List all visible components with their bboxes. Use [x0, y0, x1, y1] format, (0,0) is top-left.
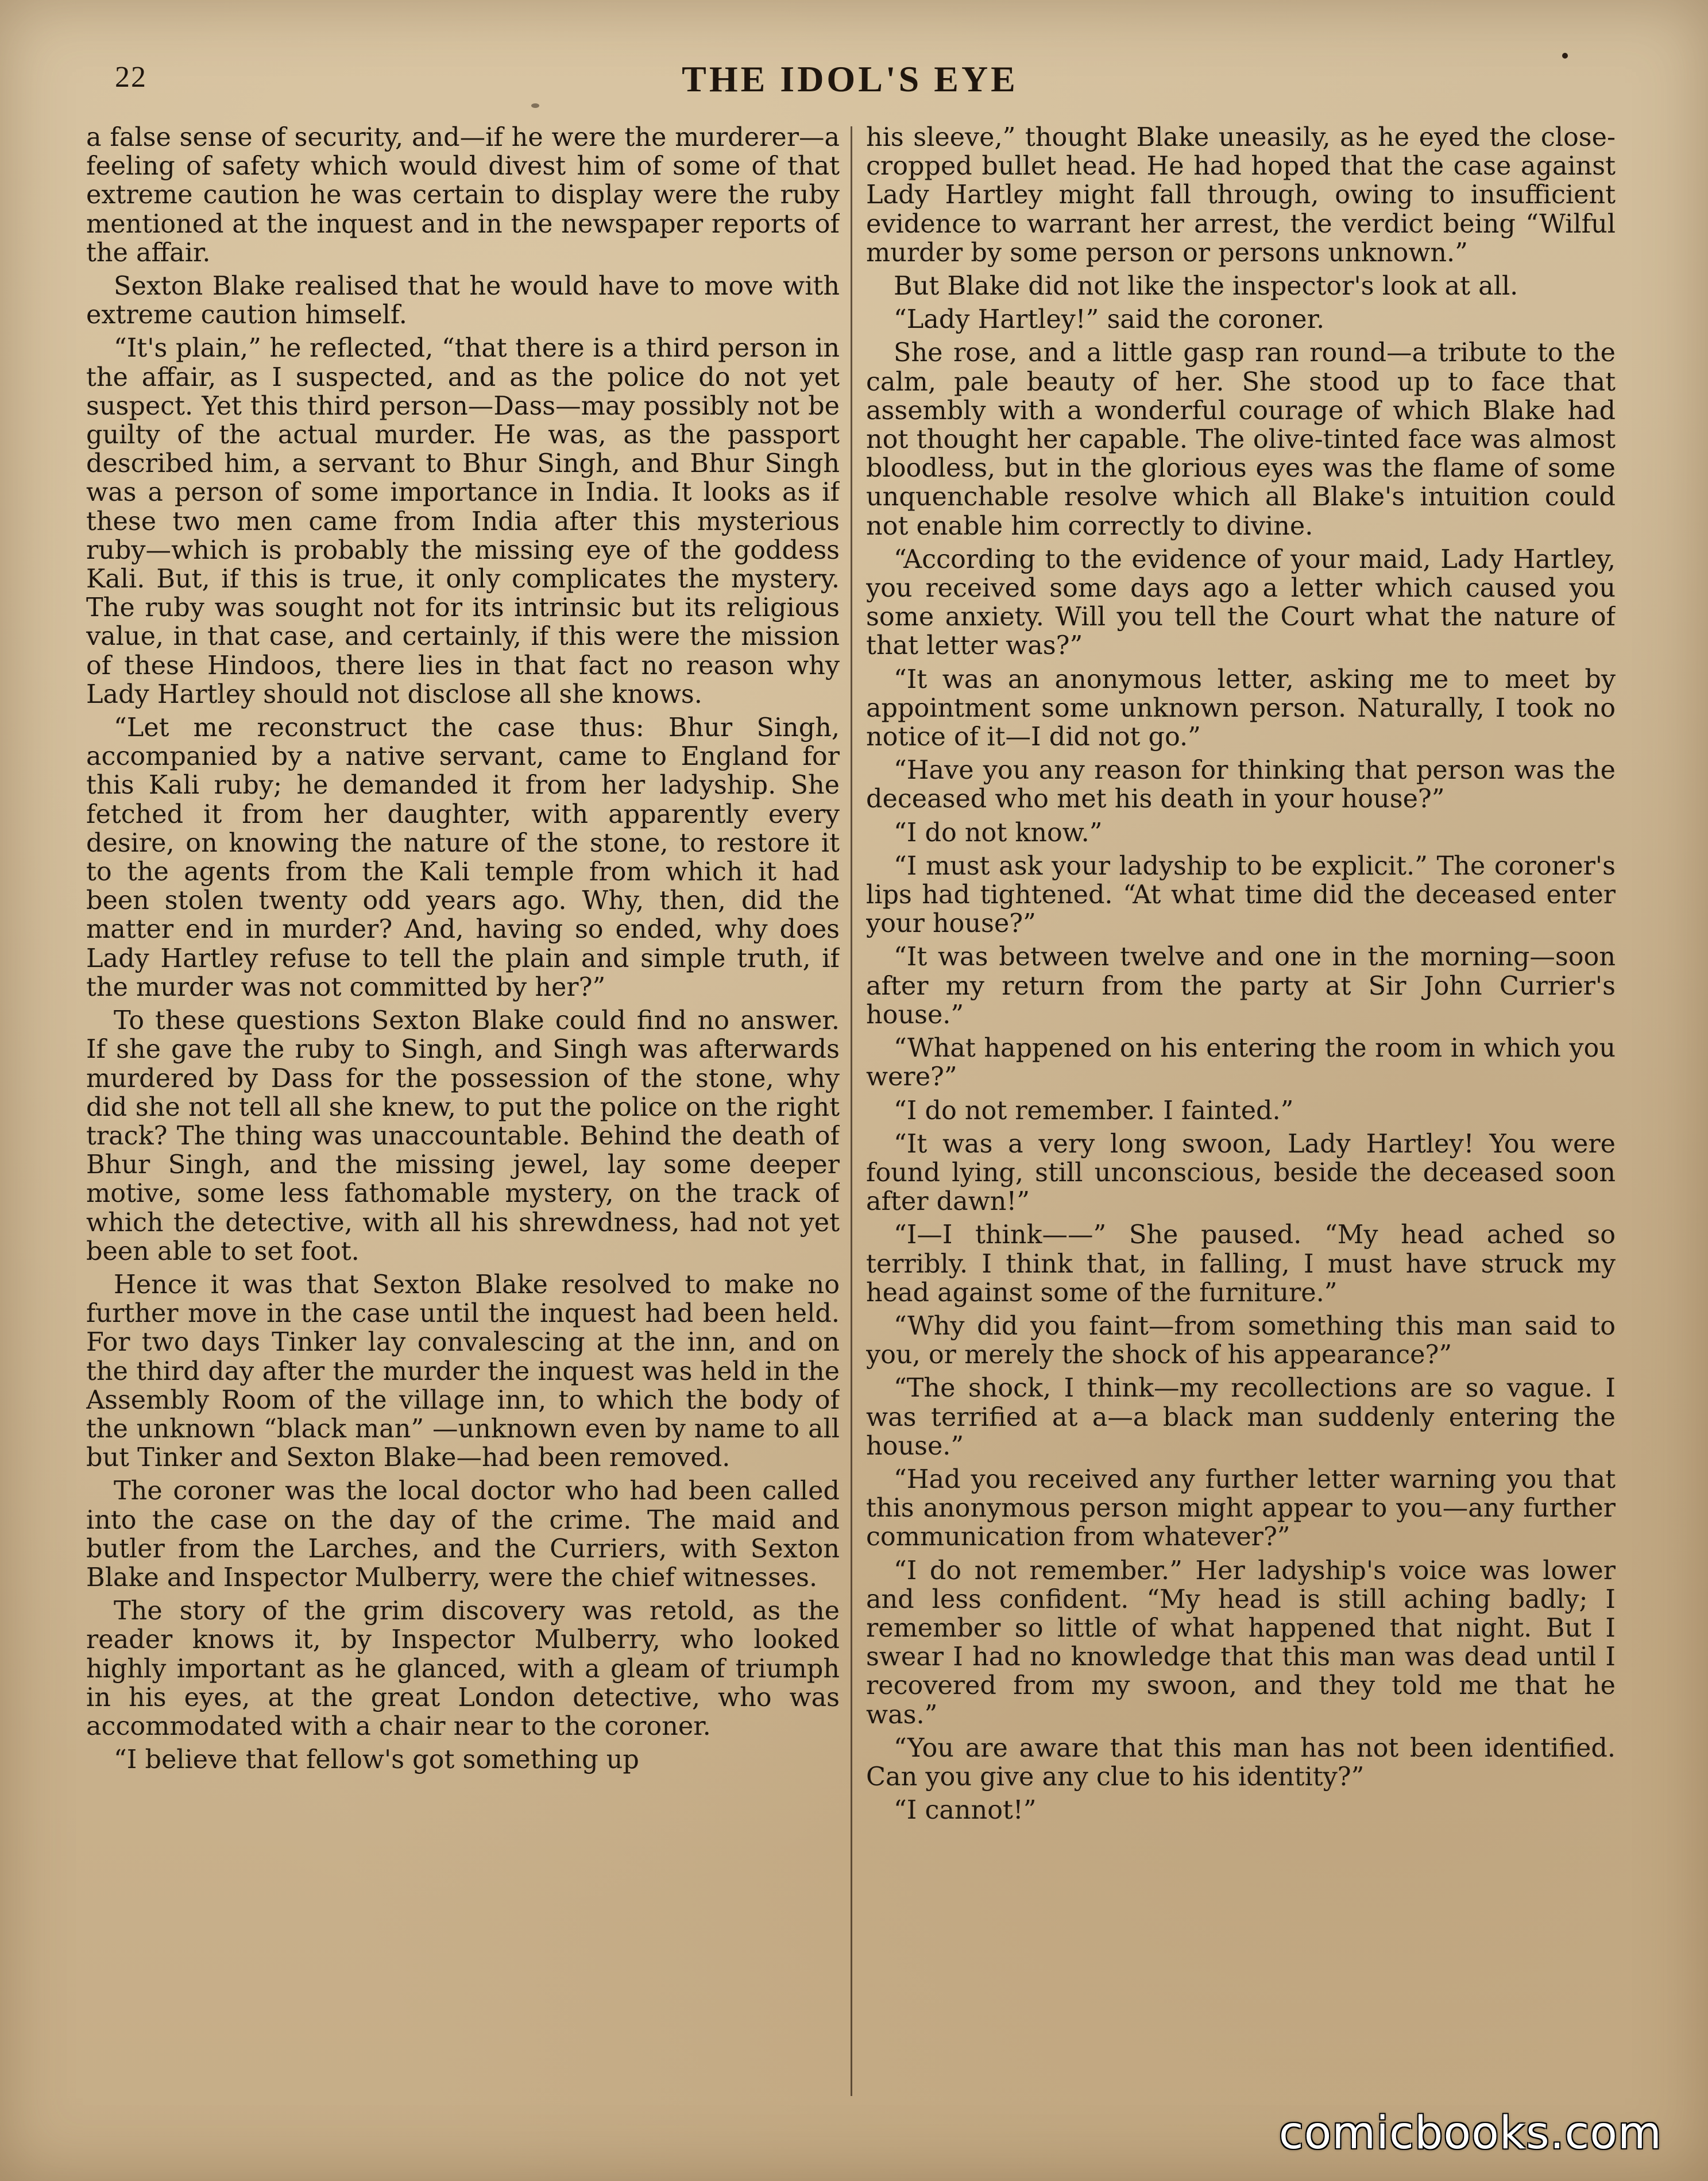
paragraph: “I must ask your ladyship to be explicit.” The coroner's lips had tightened. “At what time did the deceased enter your house?” [866, 851, 1616, 939]
paragraph: But Blake did not like the inspector's look at all. [894, 272, 1518, 301]
paragraph: “Why did you faint—from something this man said to you, or merely the shock of his appearance?” [866, 1311, 1616, 1370]
paragraph: “I do not know.” [894, 818, 1103, 848]
paragraph: “Lady Hartley!” said the coroner. [894, 305, 1325, 335]
paragraph: “According to the evidence of your maid, Lady Hartley, you received some days ago a letter which caused you some anxiety. Will you tell the Court what the nature of that letter was?” [866, 544, 1616, 661]
paragraph: “I—I think——” She paused. “My head ached so terribly. I think that, in falling, I must have struck my head against some of the furniture.” [866, 1220, 1616, 1308]
paragraph: “It was an anonymous letter, asking me to meet by appointment some unknown person. Naturally, I took no notice of it—I did not go.” [866, 664, 1616, 752]
watermark: comicbooks.com [1278, 2107, 1662, 2159]
paragraph: “It was a very long swoon, Lady Hartley! You were found lying, still unconscious, beside the deceased soon after dawn!” [866, 1129, 1616, 1217]
ink-speck [1562, 53, 1568, 59]
paragraph: “Let me reconstruct the case thus: Bhur Singh, accompanied by a native servant, came to England for this Kali ruby; he demanded it from her ladyship. She fetched it from her daughter, with apparently every desire, on knowing the nature of the stone, to restore it to the agents from the Kali temple from which it had been stolen twenty odd years ago. Why, then, did the matter end in murder? And, having so ended, why does Lady Hartley refuse to tell the plain and simple truth, if the murder was not committed by her?” [86, 713, 840, 1002]
paragraph: Sexton Blake realised that he would have to move with extreme caution himself. [86, 272, 840, 330]
paragraph: The story of the grim discovery was retold, as the reader knows it, by Inspector Mulberry, who looked highly important as he glanced, with a gleam of triumph in his eyes, at the great London detective, who was accommodated with a chair near to the coroner. [86, 1596, 840, 1741]
left-text-column [86, 123, 840, 2093]
paragraph: “What happened on his entering the room in which you were?” [866, 1034, 1616, 1092]
paragraph: “I cannot!” [894, 1796, 1037, 1826]
paragraph: “It was between twelve and one in the morning—soon after my return from the party at Sir John Currier's house.” [866, 942, 1616, 1030]
paragraph: “I believe that fellow's got something up [114, 1745, 639, 1775]
paragraph: a false sense of security, and—if he were the murderer—a feeling of safety which would divest him of some of that extreme caution he was certain to display were the ruby mentioned at the inquest and in the newspaper reports of the affair. [86, 123, 840, 268]
page-header [86, 55, 1614, 106]
paragraph: “I do not remember. I fainted.” [894, 1096, 1294, 1126]
paragraph: She rose, and a little gasp ran round—a tribute to the calm, pale beauty of her. She stood up to face that assembly with a wonderful courage of which Blake had not thought her capable. The olive-tinted face was almost bloodless, but in the glorious eyes was the flame of some unquenchable resolve which all Blake's intuition could not enable him correctly to divine. [866, 338, 1616, 541]
paragraph: “The shock, I think—my recollections are so vague. I was terrified at a—a black man suddenly entering the house.” [866, 1374, 1616, 1461]
paragraph: To these questions Sexton Blake could find no answer. If she gave the ruby to Singh, and Singh was afterwards murdered by Dass for the possession of the stone, why did she not tell all she knew, to put the police on the right track? The thing was unaccountable. Behind the death of Bhur Singh, and the missing jewel, lay some deeper motive, some less fathomable mystery, on the track of which the detective, with all his shrewdness, had not yet been able to set foot. [86, 1006, 840, 1266]
paragraph: “It's plain,” he reflected, “that there is a third person in the affair, as I suspected, and as the police do not yet suspect. Yet this third person—Dass—may possibly not be guilty of the actual murder. He was, as the passport described him, a servant to Bhur Singh, and Bhur Singh was a person of some importance in India. It looks as if these two men came from India after this mysterious ruby—which is probably the missing eye of the goddess Kali. But, if this is true, it only complicates the mystery. The ruby was sought not for its intrinsic but its religious value, in that case, and certainly, if this were the mission of these Hindoos, there lies in that fact no reason why Lady Hartley should not disclose all she knows. [86, 334, 840, 709]
paragraph: “Have you any reason for thinking that person was the deceased who met his death in your house?” [866, 756, 1616, 814]
paragraph: “I do not remember.” Her ladyship's voice was lower and less confident. “My head is still aching badly; I remember so little of what happened that night. But I swear I had no knowledge that this man was dead until I recovered from my swoon, and they told me that he was.” [866, 1556, 1616, 1730]
paragraph: Hence it was that Sexton Blake resolved to make no further move in the case until the inquest had been held. For two days Tinker lay convalescing at the inn, and on the third day after the murder the inquest was held in the Assembly Room of the village inn, to which the body of the unknown “black man” —unknown even by name to all but Tinker and Sexton Blake—had been removed. [86, 1270, 840, 1473]
paragraph: The coroner was the local doctor who had been called into the case on the day of the crime. The maid and butler from the Larches, and the Curriers, with Sexton Blake and Inspector Mulberry, were the chief witnesses. [86, 1476, 840, 1592]
page-number: 22 [115, 61, 147, 94]
right-text-column [866, 123, 1616, 2093]
paragraph: his sleeve,” thought Blake uneasily, as he eyed the close-cropped bullet head. He had hoped that the case against Lady Hartley might fall through, owing to insufficient evidence to warrant her arrest, the verdict being “Wilful murder by some person or persons unknown.” [866, 123, 1616, 268]
paragraph: “You are aware that this man has not been identified. Can you give any clue to his identity?” [866, 1733, 1616, 1792]
ink-speck [531, 103, 539, 108]
paragraph: “Had you received any further letter warning you that this anonymous person might appear to you—any further communication from whatever?” [866, 1464, 1616, 1552]
running-title: THE IDOL'S EYE [682, 59, 1018, 99]
column-divider [851, 126, 852, 2096]
